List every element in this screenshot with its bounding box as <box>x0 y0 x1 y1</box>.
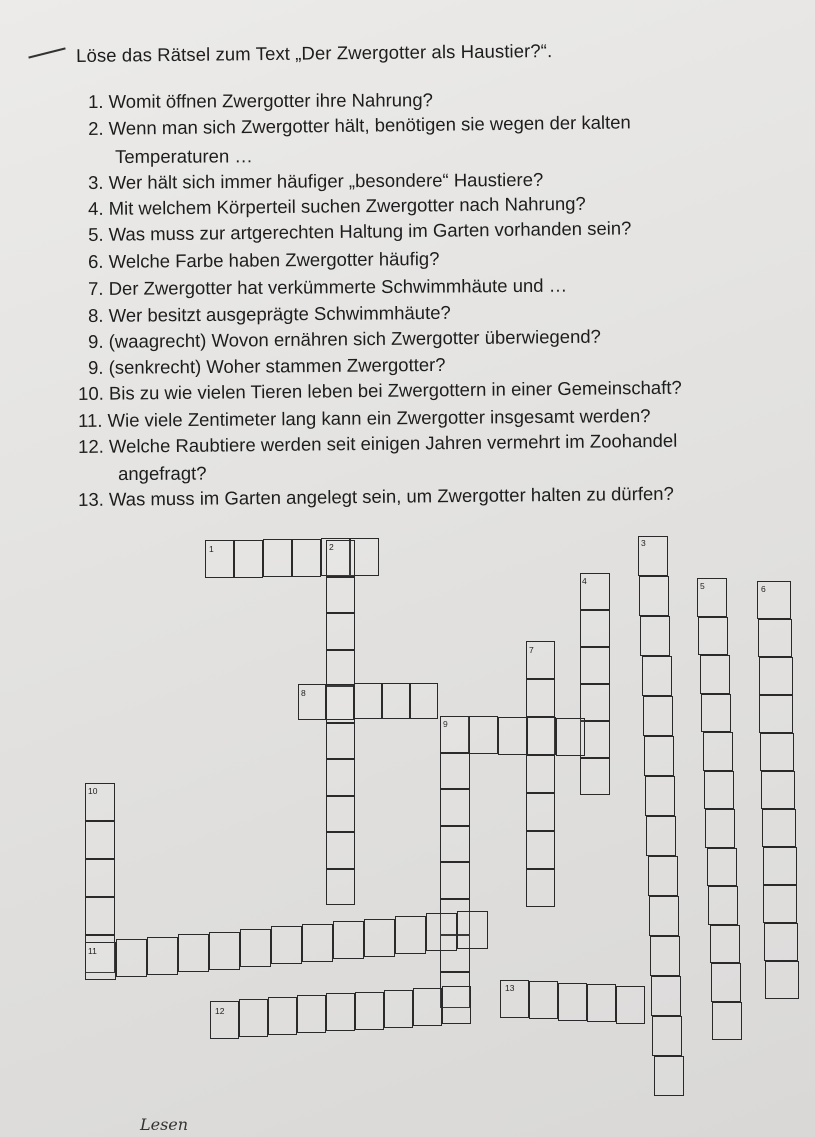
crossword-cell[interactable] <box>652 1016 682 1056</box>
crossword-cell[interactable] <box>526 793 555 831</box>
crossword-cell[interactable] <box>642 656 672 696</box>
crossword-cell[interactable] <box>382 683 410 719</box>
crossword-cell[interactable] <box>410 683 438 719</box>
question-number: 9. <box>88 330 109 352</box>
question-text: Wer besitzt ausgeprägte Schwimmhäute? <box>108 301 451 326</box>
crossword-cell[interactable] <box>526 869 555 907</box>
crossword-cell[interactable] <box>326 832 355 869</box>
clue-number-1: 1 <box>209 544 214 554</box>
crossword-cell[interactable] <box>354 683 382 719</box>
crossword-cell[interactable] <box>648 856 678 896</box>
question-item <box>115 145 253 168</box>
crossword-cell[interactable] <box>758 619 792 657</box>
question-item <box>88 275 567 300</box>
crossword-cell[interactable] <box>529 981 558 1019</box>
clue-number-13: 13 <box>505 983 515 993</box>
crossword-cell[interactable] <box>616 986 645 1024</box>
question-item <box>88 111 631 140</box>
crossword-cell[interactable] <box>639 576 669 616</box>
crossword-cell[interactable] <box>326 723 355 760</box>
clue-number-11: 11 <box>88 946 97 956</box>
question-text: Wer hält sich immer häufiger „besondere“ Haustiere? <box>108 168 544 193</box>
crossword-cell[interactable] <box>440 753 470 790</box>
crossword-cell[interactable] <box>764 923 798 961</box>
question-text: (waagrecht) Wovon ernähren sich Zwergotter überwiegend? <box>108 325 602 352</box>
crossword-cell[interactable] <box>580 610 610 647</box>
crossword-cell[interactable] <box>763 885 797 923</box>
question-number: 9. <box>88 356 109 378</box>
crossword-cell[interactable] <box>469 716 498 754</box>
crossword-cell[interactable] <box>209 932 240 970</box>
question-number: 5. <box>88 223 109 245</box>
question-item <box>78 377 682 405</box>
question-text: angefragt? <box>118 462 207 484</box>
question-number: 8. <box>88 304 109 326</box>
crossword-cell[interactable] <box>711 963 741 1002</box>
question-item <box>88 217 632 246</box>
crossword-cell[interactable] <box>708 886 738 925</box>
crossword-cell[interactable] <box>457 911 488 949</box>
question-number: 3. <box>88 171 109 193</box>
question-text: (senkrecht) Woher stammen Zwergotter? <box>108 353 446 378</box>
crossword-cell[interactable] <box>326 613 355 650</box>
question-item <box>88 326 601 353</box>
crossword-cell[interactable] <box>707 848 737 887</box>
question-text: Was muss zur artgerechten Haltung im Garten vorhanden sein? <box>108 217 632 245</box>
question-text: Mit welchem Körperteil suchen Zwergotter nach Nahrung? <box>108 192 586 219</box>
crossword-cell[interactable] <box>326 759 355 796</box>
crossword-cell[interactable] <box>395 916 426 954</box>
crossword-cell[interactable] <box>645 776 675 816</box>
clue-number-2: 2 <box>329 542 334 552</box>
question-number: 12. <box>78 435 110 457</box>
crossword-cell[interactable] <box>580 647 610 684</box>
crossword-cell[interactable] <box>292 539 321 577</box>
question-number: 11. <box>78 409 108 431</box>
crossword-cell[interactable] <box>413 988 442 1026</box>
crossword-cell[interactable] <box>239 999 268 1037</box>
crossword-cell[interactable] <box>580 684 610 721</box>
question-text: Welche Raubtiere werden seit einigen Jahren vermehrt im Zoohandel <box>108 429 678 457</box>
crossword-cell[interactable] <box>654 1056 684 1096</box>
crossword-cell[interactable] <box>326 684 354 720</box>
crossword-cell[interactable] <box>178 934 209 972</box>
crossword-cell[interactable] <box>333 921 364 959</box>
crossword-cell[interactable] <box>116 939 147 977</box>
crossword-cell[interactable] <box>704 771 734 810</box>
crossword-cell[interactable] <box>644 736 674 776</box>
crossword-cell[interactable] <box>763 847 797 885</box>
crossword-cell[interactable] <box>651 976 681 1016</box>
crossword-cell[interactable] <box>326 650 355 687</box>
crossword-cell[interactable] <box>426 913 457 951</box>
question-item <box>78 430 677 458</box>
crossword-cell[interactable] <box>759 695 793 733</box>
crossword-cell[interactable] <box>526 831 555 869</box>
crossword-cell[interactable] <box>440 789 470 826</box>
clue-number-12: 12 <box>215 1006 225 1016</box>
crossword-cell[interactable] <box>710 925 740 964</box>
crossword-cell[interactable] <box>760 733 794 771</box>
crossword-cell[interactable] <box>580 758 610 795</box>
question-item <box>88 248 440 273</box>
clue-number-10: 10 <box>88 786 98 796</box>
crossword-cell[interactable] <box>700 655 730 694</box>
question-number: 10. <box>78 382 110 404</box>
question-number: 13. <box>78 488 110 510</box>
crossword-cell[interactable] <box>712 1002 742 1041</box>
question-number: 6. <box>88 250 109 272</box>
question-item <box>78 483 674 511</box>
clue-number-4: 4 <box>582 576 587 586</box>
crossword-cell[interactable] <box>240 929 271 967</box>
crossword-cell[interactable] <box>263 539 292 577</box>
question-item <box>88 169 543 194</box>
question-number: 7. <box>88 277 109 299</box>
crossword-cell[interactable] <box>527 717 556 755</box>
question-text: Wie viele Zentimeter lang kann ein Zwergotter insgesamt werden? <box>107 405 651 431</box>
crossword-cell[interactable] <box>326 869 355 906</box>
crossword-cell[interactable] <box>442 986 471 1024</box>
question-number: 1. <box>88 90 109 112</box>
crossword-cell[interactable] <box>640 616 670 656</box>
question-item <box>88 193 586 220</box>
crossword-cell[interactable] <box>526 679 555 717</box>
clue-number-6: 6 <box>761 584 766 594</box>
question-number: 2. <box>88 117 109 139</box>
footer-label: Lesen <box>140 1115 189 1134</box>
crossword-cell[interactable] <box>85 859 115 897</box>
crossword-cell[interactable] <box>355 992 384 1030</box>
crossword-cell[interactable] <box>761 771 795 809</box>
crossword-cell[interactable] <box>440 716 470 753</box>
crossword-cell[interactable] <box>440 826 470 863</box>
clue-number-7: 7 <box>529 645 534 655</box>
clue-number-8: 8 <box>301 688 306 698</box>
crossword-cell[interactable] <box>147 937 178 975</box>
question-text: Welche Farbe haben Zwergotter häufig? <box>108 247 440 272</box>
crossword-cell[interactable] <box>558 983 587 1021</box>
crossword-cell[interactable] <box>297 995 326 1033</box>
clue-number-9: 9 <box>443 719 448 729</box>
crossword-cell[interactable] <box>762 809 796 847</box>
question-number: 4. <box>88 197 109 219</box>
crossword-cell[interactable] <box>703 732 733 771</box>
question-text: Was muss im Garten angelegt sein, um Zwergotter halten zu dürfen? <box>108 482 674 510</box>
crossword-cell[interactable] <box>705 809 735 848</box>
question-text: Bis zu wie vielen Tieren leben bei Zwergottern in einer Gemeinschaft? <box>108 376 682 404</box>
crossword-cell[interactable] <box>271 926 302 964</box>
crossword-cell[interactable] <box>646 816 676 856</box>
question-item <box>88 354 446 379</box>
crossword-cell[interactable] <box>326 796 355 833</box>
clue-number-5: 5 <box>700 581 705 591</box>
crossword-cell[interactable] <box>701 694 731 733</box>
question-item <box>118 463 207 485</box>
crossword-cell[interactable] <box>302 924 333 962</box>
crossword-cell[interactable] <box>85 897 115 935</box>
question-text: Womit öffnen Zwergotter ihre Nahrung? <box>108 89 433 112</box>
clue-number-3: 3 <box>641 538 646 548</box>
crossword-cell[interactable] <box>643 696 673 736</box>
crossword-cell[interactable] <box>234 540 263 578</box>
crossword-cell[interactable] <box>556 718 585 756</box>
question-text: Der Zwergotter hat verkümmerte Schwimmhäute und … <box>108 274 568 299</box>
crossword-cell[interactable] <box>587 984 616 1022</box>
crossword-cell[interactable] <box>364 919 395 957</box>
question-item <box>78 405 651 432</box>
crossword-cell[interactable] <box>650 936 680 976</box>
crossword-cell[interactable] <box>759 657 793 695</box>
crossword-cell[interactable] <box>326 993 355 1031</box>
crossword-cell[interactable] <box>384 990 413 1028</box>
crossword-cell[interactable] <box>498 717 527 755</box>
crossword-cell[interactable] <box>326 577 355 614</box>
crossword-cell[interactable] <box>649 896 679 936</box>
question-text: Temperaturen … <box>115 145 253 167</box>
task-title: Löse das Rätsel zum Text „Der Zwergotter als Haustier?“. <box>76 40 553 66</box>
check-mark <box>28 47 65 58</box>
question-text: Wenn man sich Zwergotter hält, benötigen sie wegen der kalten <box>108 111 631 139</box>
crossword-cell[interactable] <box>85 821 115 859</box>
crossword-cell[interactable] <box>765 961 799 999</box>
crossword-cell[interactable] <box>698 617 728 656</box>
crossword-cell[interactable] <box>440 862 470 899</box>
crossword-cell[interactable] <box>526 755 555 793</box>
crossword-cell[interactable] <box>268 997 297 1035</box>
question-item <box>88 89 433 113</box>
question-item <box>88 302 451 327</box>
